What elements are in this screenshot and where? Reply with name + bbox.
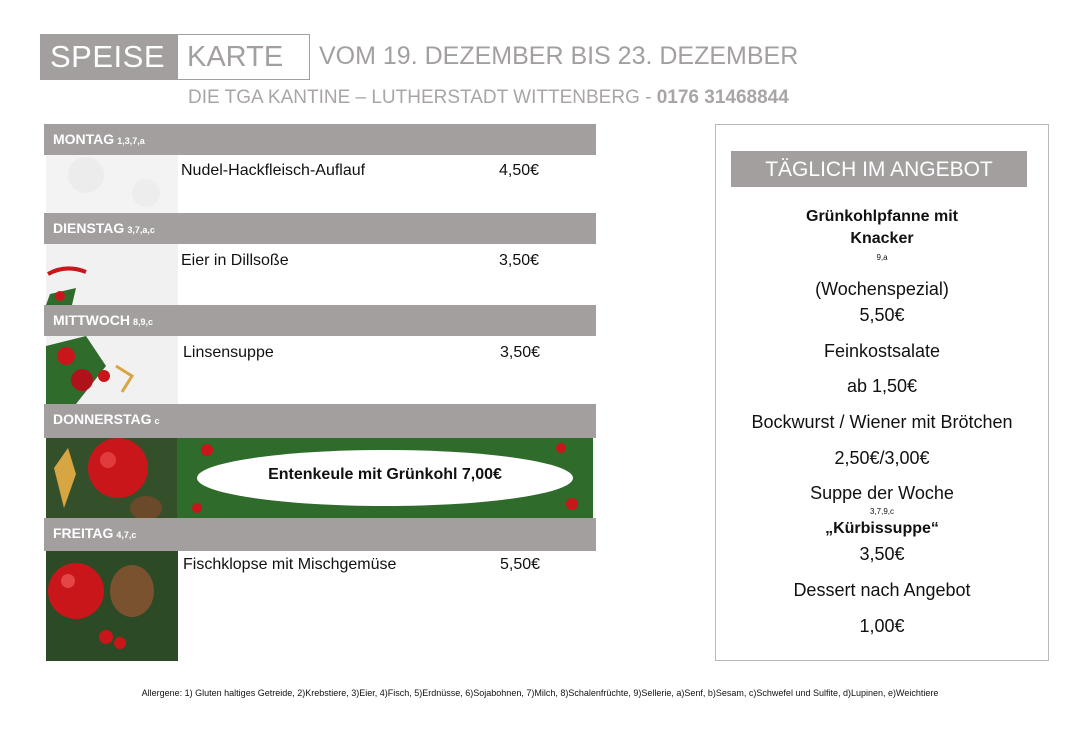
dish-name: Eier in Dillsoße	[181, 252, 289, 269]
subtitle	[188, 87, 789, 109]
offer-allergens: 9,a	[876, 253, 888, 262]
phone-number: 0176 31468844	[656, 87, 789, 108]
offer-allergens: 3,7,9,c	[869, 507, 894, 516]
allergen-legend: Allergene: 1) Gluten haltiges Getreide, 2)Krebstiere, 3)Eier, 4)Fisch, 5)Erdnüsse, 6)Sojabohnen, 7)Milch, 8)Schalenfrüchte, 9)Sellerie, a)Senf, b)Sesam, c)Schwefel und Sulfite, d)Lupinen, e)Weichtiere	[141, 688, 939, 698]
ribbon-decoration	[46, 244, 178, 305]
snow-decoration	[46, 155, 178, 213]
ornament-icon	[46, 336, 178, 404]
day-name: DIENSTAG	[53, 220, 125, 236]
offer-item-name: Knacker	[850, 230, 914, 247]
day-allergens: 3,7,a,c	[127, 225, 155, 235]
day-bar-mittwoch	[44, 305, 596, 336]
offer-item-name: Dessert nach Angebot	[793, 580, 971, 600]
day-allergens: 8,9,c	[132, 317, 154, 327]
special-banner	[177, 438, 593, 518]
special-dish: Entenkeule mit Grünkohl 7,00€	[268, 466, 502, 483]
snowflake-icon	[46, 155, 178, 213]
day-allergens: 4,7,c	[116, 530, 137, 540]
offer-price: 1,00€	[859, 616, 905, 636]
offer-item-name: „Kürbissuppe“	[825, 520, 939, 537]
pinecone-icon	[46, 551, 178, 661]
dish-price: 4,50€	[499, 162, 540, 179]
day-allergens: c	[154, 416, 160, 426]
dish-name: Fischklopse mit Mischgemüse	[183, 556, 397, 573]
offer-price: 3,50€	[859, 544, 905, 564]
ornament-decoration	[46, 336, 178, 404]
date-range: VOM 19. DEZEMBER BIS 23. DEZEMBER	[319, 42, 799, 70]
daily-offer-title: TÄGLICH IM ANGEBOT	[731, 151, 1027, 187]
offer-item-name: Grünkohlpfanne mit	[806, 208, 958, 225]
offer-price: ab 1,50€	[846, 376, 918, 396]
dish-price: 5,50€	[500, 556, 541, 573]
dish-price: 3,50€	[499, 252, 540, 269]
offer-item-name: Suppe der Woche	[810, 483, 954, 503]
offer-note: (Wochenspezial)	[815, 279, 949, 299]
day-allergens: 1,3,7,a	[117, 136, 145, 146]
day-bar-dienstag	[44, 213, 596, 244]
brand-speise: SPEISE	[40, 34, 177, 80]
bauble-decoration	[46, 438, 178, 518]
dish-name: Linsensuppe	[183, 344, 274, 361]
pinecone-decoration	[46, 551, 178, 661]
day-name: MONTAG	[53, 131, 115, 147]
offer-item-name: Feinkostsalate	[823, 341, 941, 361]
day-name: FREITAG	[53, 525, 114, 541]
offer-price: 5,50€	[859, 305, 905, 325]
brand-karte: KARTE	[177, 34, 310, 80]
location-text: DIE TGA KANTINE – LUTHERSTADT WITTENBERG -	[188, 87, 657, 108]
day-bar-freitag	[44, 518, 596, 551]
christmas-bauble-icon	[46, 438, 178, 518]
offer-price: 2,50€/3,00€	[834, 448, 930, 468]
day-name: DONNERSTAG	[53, 411, 152, 427]
dish-price: 3,50€	[500, 344, 541, 361]
ribbon-icon	[46, 244, 178, 305]
offer-item-name: Bockwurst / Wiener mit Brötchen	[751, 412, 1013, 432]
day-bar-donnerstag	[44, 404, 596, 438]
day-bar-montag	[44, 124, 596, 155]
dish-name: Nudel-Hackfleisch-Auflauf	[181, 162, 366, 179]
day-name: MITTWOCH	[53, 312, 130, 328]
